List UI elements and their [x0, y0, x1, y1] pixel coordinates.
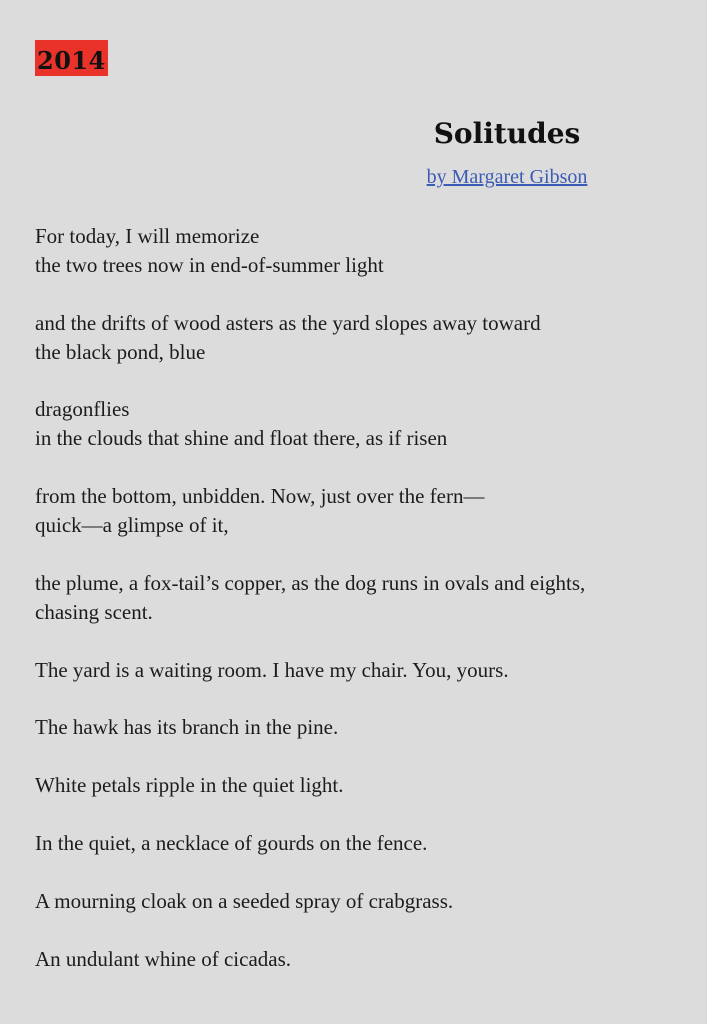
poem-body	[35, 222, 695, 1002]
poem-title: Solitudes	[433, 117, 581, 150]
poem-line: In the quiet, a necklace of gourds on the fence.	[35, 830, 428, 855]
stanza	[35, 713, 695, 742]
author-link[interactable]: by Margaret Gibson	[426, 166, 588, 188]
poem-line: The hawk has its branch in the pine.	[35, 715, 339, 740]
stanza	[35, 829, 695, 858]
stanza	[35, 771, 695, 800]
poem-line: from the bottom, unbidden. Now, just over the fern—	[35, 484, 485, 509]
poem-line: the black pond, blue	[35, 339, 206, 364]
stanza	[35, 656, 695, 685]
poem-line: in the clouds that shine and float there, as if risen	[35, 426, 448, 451]
stanza	[35, 482, 695, 540]
poem-line: and the drifts of wood asters as the yard slopes away toward	[35, 310, 541, 335]
poem-line: An undulant whine of cicadas.	[35, 946, 292, 971]
poem-line: For today, I will memorize	[35, 224, 260, 248]
poem-line: the two trees now in end-of-summer light	[35, 252, 384, 277]
stanza	[35, 309, 695, 367]
poem-line: quick—a glimpse of it,	[35, 513, 229, 538]
stanza	[35, 569, 695, 627]
poem-line: the plume, a fox-tail’s copper, as the dog runs in ovals and eights,	[35, 570, 586, 595]
stanza	[35, 945, 695, 974]
stanza	[35, 887, 695, 916]
poem-line: chasing scent.	[35, 599, 153, 624]
stanza	[35, 222, 695, 280]
poem-line: A mourning cloak on a seeded spray of crabgrass.	[35, 888, 454, 913]
poem-line: dragonflies	[35, 397, 130, 422]
poem-line: White petals ripple in the quiet light.	[35, 773, 344, 798]
year-badge: 2014	[35, 40, 108, 76]
stanza	[35, 395, 695, 453]
poem-line: The yard is a waiting room. I have my chair. You, yours.	[35, 657, 509, 682]
